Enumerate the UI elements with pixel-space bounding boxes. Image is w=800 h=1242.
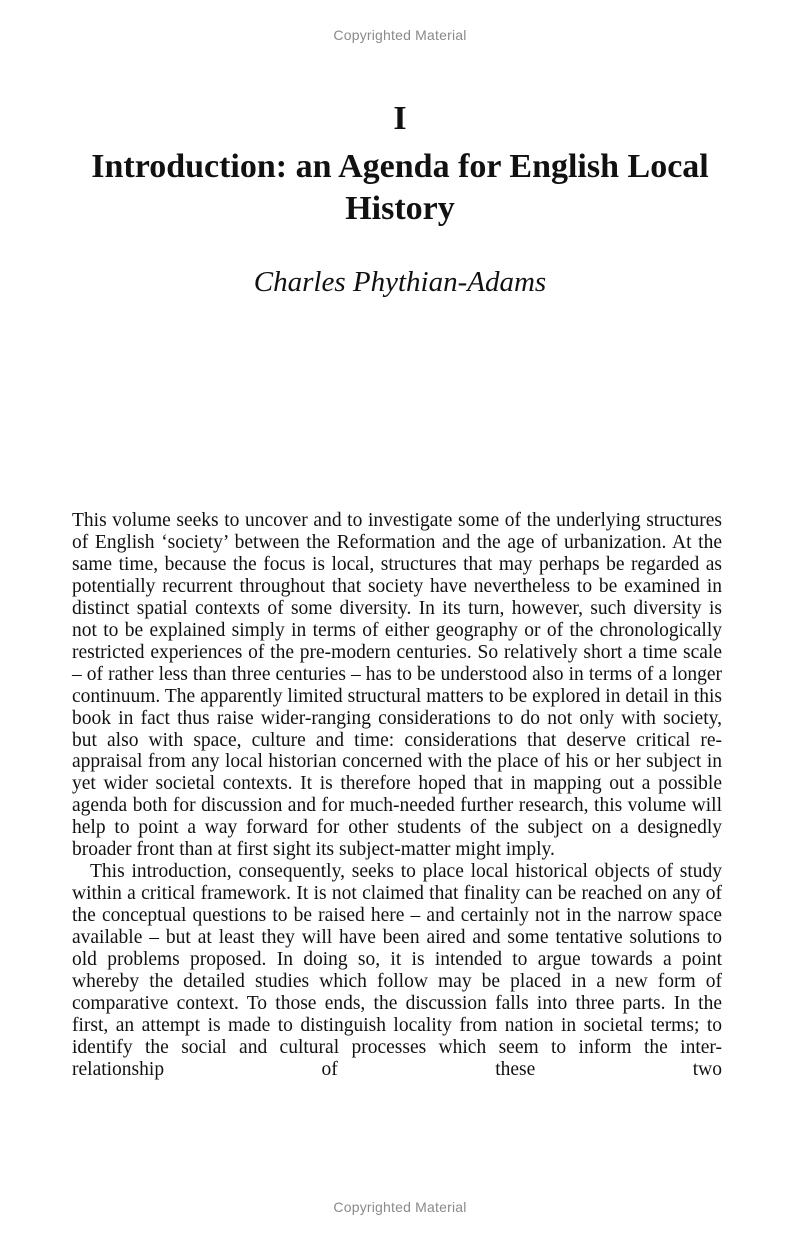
body-paragraph: This introduction, consequently, seeks to place local historical objects of study within a critical framework. It is not claimed that finality can be reached on any of the conceptual questions to be raised here – and certainly not in the narrow space available – but at least they will have been aired and some tentative solutions to old problems proposed. In doing so, it is intended to argue towards a point whereby the detailed studies which follow may be placed in a new form of comparative context. To those ends, the discussion falls into three parts. In the first, an attempt is made to distinguish locality from nation in societal terms; to identify the social and cultural processes which seem to inform the inter-relationship of these two: [72, 861, 722, 1080]
body-text: [72, 510, 722, 1081]
chapter-number: I: [393, 100, 407, 137]
watermark-bottom: Copyrighted Material: [333, 1199, 467, 1215]
watermark-top: Copyrighted Material: [333, 27, 467, 43]
body-paragraph: This volume seeks to uncover and to investigate some of the underlying structures of English ‘society’ between the Reformation and the age of urbanization. At the same time, because the focus is local, structures that may perhaps be regarded as potentially recurrent throughout that society have nevertheless to be examined in distinct spatial contexts of some diversity. In its turn, however, such diversity is not to be explained simply in terms of either geography or of the chronologically restricted experiences of the pre-modern centuries. So relatively short a time scale – of rather less than three centuries – has to be understood also in terms of a longer continuum. The apparently limited structural matters to be explored in detail in this book in fact thus raise wider-ranging considerations to do not only with society, but also with space, culture and time: considerations that deserve critical re-appraisal from any local historian concerned with the place of his or her subject in yet wider societal contexts. It is therefore hoped that in mapping out a possible agenda both for discussion and for much-needed further research, this volume will help to point a way forward for other students of the subject on a designedly broader front than at first sight its subject-matter might imply.: [72, 510, 722, 861]
chapter-title: Introduction: an Agenda for English Local History: [91, 148, 709, 227]
chapter-author: Charles Phythian-Adams: [253, 266, 547, 298]
